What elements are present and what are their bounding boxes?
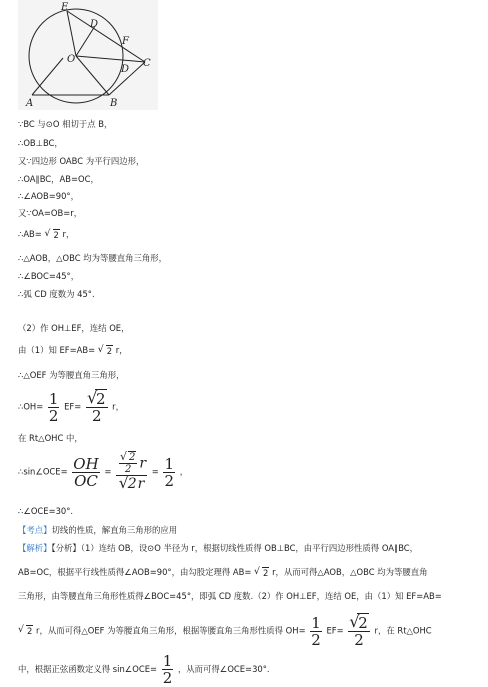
fraction-denominator	[119, 476, 145, 492]
label-a: A	[26, 98, 34, 109]
sqrt-expression	[349, 615, 369, 631]
fraction-numerator	[119, 452, 137, 464]
line-3: 又∵四边形 OABC 为平行四边形，	[18, 156, 145, 166]
sqrt-radicand: 2	[53, 229, 59, 240]
fraction-half	[48, 391, 60, 424]
jiexi-line-5	[18, 653, 270, 686]
line-2: ∴OB⊥BC，	[18, 138, 63, 148]
kaodian-text: 切线的性质，解直角三角形的应用	[51, 525, 178, 535]
variable-r: r	[137, 476, 145, 492]
sqrt-expression	[254, 567, 269, 579]
variable-r: r	[139, 455, 147, 472]
label-f: F	[122, 36, 129, 47]
fraction-numerator	[348, 614, 370, 632]
label-d: D	[121, 64, 130, 75]
line-12	[18, 344, 128, 357]
fraction-root2-over-2	[119, 452, 137, 475]
sqrt-expression	[98, 345, 113, 357]
line-12-suffix: r，	[115, 345, 128, 355]
fraction-denominator: 2	[311, 630, 321, 649]
fraction-half	[310, 615, 322, 648]
jiexi-text-5b: ，从而可得∠OCE=30°.	[177, 664, 270, 674]
jiexi-text-5a: 中，根据正弦函数定义得 sin∠OCE=	[18, 664, 158, 674]
fraction-half	[163, 456, 175, 489]
label-b: B	[110, 98, 118, 109]
sqrt-radicand: 2	[27, 626, 33, 636]
sqrt-expression	[45, 229, 60, 241]
fraction-denominator: OC	[74, 471, 98, 490]
jiexi-line-3: 三角形，由等腰直角三角形性质得∠BOC=45°，即弧 CD 度数.（2）作 OH⊥EF，连结 OE，由（1）知 EF=AB=	[18, 591, 442, 601]
line-4: ∴OA∥BC，AB=OC，	[18, 174, 99, 184]
fraction-denominator: 2	[125, 464, 132, 475]
equals-sign: =	[104, 466, 112, 477]
line-15: 在 Rt△OHC 中，	[18, 433, 83, 443]
jiexi-text-2a: AB=OC，根据平行线性质得∠AOB=90°，由勾股定理得 AB=	[18, 567, 252, 577]
line-7	[18, 228, 74, 241]
line-7-prefix: ∴AB=	[18, 229, 42, 239]
label-o: O	[67, 54, 76, 65]
line-14-mid: EF=	[64, 401, 82, 412]
jiexi-line-4	[18, 614, 432, 648]
fraction-oh-over-oc	[72, 456, 99, 489]
label-e: E	[61, 2, 69, 13]
jiexi-tag: 【解析】	[18, 543, 52, 553]
fraction-numerator	[116, 452, 147, 476]
line-16-suffix: ，	[179, 466, 189, 477]
sqrt-radicand: 2	[106, 345, 113, 356]
line-14	[18, 390, 124, 424]
sqrt-expression	[18, 625, 33, 637]
sqrt-radicand: 2	[263, 567, 269, 578]
fraction-numerator	[86, 390, 108, 408]
line-16-prefix: ∴sin∠OCE=	[18, 466, 68, 477]
sqrt-radicand: 2	[129, 452, 136, 463]
jiexi-text-2b: r，从而可得△AOB，△OBC 均为等腰直角	[272, 567, 428, 577]
geometry-figure	[18, 0, 158, 110]
sqrt-radicand: 2	[358, 614, 368, 632]
figure-background	[18, 0, 158, 110]
line-12-prefix: 由（1）知 EF=AB=	[18, 345, 96, 355]
jiexi-text-4b: r，在 Rt△OHC	[374, 625, 432, 636]
fraction-denominator: 2	[48, 406, 59, 425]
line-5: ∴∠AOB=90°，	[18, 191, 79, 201]
line-1: ∵BC 与⊙O 相切于点 B，	[18, 119, 113, 129]
jiexi-text-4m: EF=	[326, 625, 344, 636]
line-16	[18, 452, 188, 492]
sqrt-expression	[120, 452, 136, 463]
fraction-denominator: 2	[91, 407, 102, 425]
fraction-numerator: 1	[164, 454, 175, 473]
sqrt-radicand: 2	[95, 390, 106, 408]
fraction-denominator: 2	[162, 669, 173, 687]
line-8: ∴△AOB，△OBC 均为等腰直角三角形，	[18, 253, 167, 263]
kaodian-tag: 【考点】	[18, 525, 52, 535]
line-14-prefix: ∴OH=	[18, 401, 44, 412]
fraction-numerator: 1	[311, 613, 321, 632]
line-11: （2）作 OH⊥EF，连结 OE，	[18, 323, 130, 333]
jiexi-text-1: 【分析】（1）连结 OB，设⊙O 半径为 r，根据切线性质得 OB⊥BC，由平行四边形性质得 OA∥BC，	[51, 543, 419, 553]
jiexi-line-2	[18, 566, 428, 579]
equals-sign: =	[151, 466, 159, 477]
kaodian-line	[18, 524, 177, 536]
line-13: ∴△OEF 为等腰直角三角形，	[18, 370, 125, 380]
jiexi-line-1	[18, 542, 418, 554]
label-c: C	[143, 58, 151, 69]
fraction-root2-over-2	[348, 614, 370, 648]
line-17: ∴∠OCE=30°.	[18, 506, 74, 516]
fraction-nested	[116, 452, 147, 492]
fraction-numerator: 1	[48, 389, 59, 408]
fraction-root2-over-2	[86, 390, 108, 424]
fraction-denominator: 2	[354, 631, 364, 649]
sqrt-radicand: 2	[127, 476, 137, 492]
sqrt-expression	[87, 391, 107, 407]
line-14-suffix: r，	[112, 401, 124, 412]
line-7-suffix: r，	[62, 229, 75, 239]
line-9: ∴∠BOC=45°，	[18, 271, 80, 281]
line-10: ∴弧 CD 度数为 45°.	[18, 289, 95, 299]
label-h: D	[90, 19, 99, 30]
fraction-denominator: 2	[164, 471, 175, 490]
fraction-numerator: OH	[73, 454, 99, 473]
line-6: 又∵OA=OB=r，	[18, 208, 83, 218]
jiexi-text-4a: r，从而可得△OEF 为等腰直角三角形，根据等腰直角三角形性质得 OH=	[36, 625, 306, 636]
fraction-numerator: 1	[162, 652, 173, 670]
fraction-half	[162, 653, 174, 686]
sqrt-expression	[119, 476, 138, 492]
